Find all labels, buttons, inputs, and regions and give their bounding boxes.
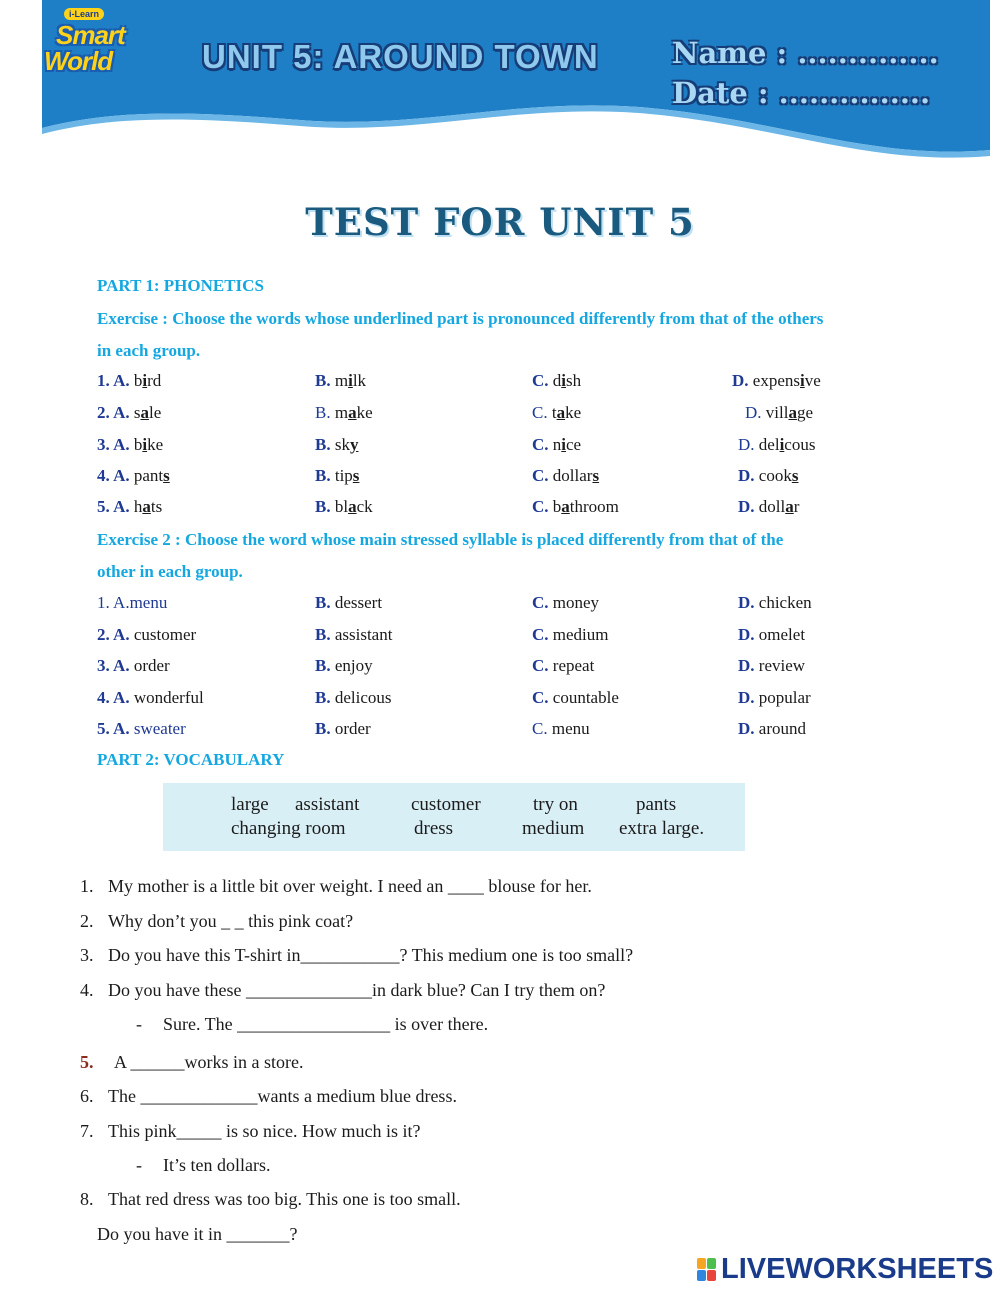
part2-heading: PART 2: VOCABULARY bbox=[97, 750, 285, 769]
exercise1-row bbox=[0, 403, 1000, 427]
exercise1-instruction-line1: Exercise : Choose the words whose underlined part is pronounced differently from that of the others bbox=[97, 309, 824, 328]
option-a[interactable]: 2. A. customer bbox=[97, 625, 197, 644]
option-b[interactable]: B. delicous bbox=[315, 688, 392, 707]
word-bank-item: changing room bbox=[231, 818, 346, 839]
option-b[interactable]: B. assistant bbox=[315, 625, 393, 644]
word-bank-item: assistant bbox=[295, 794, 360, 815]
option-c[interactable]: C. menu bbox=[532, 719, 590, 738]
option-b[interactable]: B. milk bbox=[315, 371, 367, 390]
word-bank bbox=[163, 783, 745, 851]
option-a[interactable]: 1. A.menu bbox=[97, 593, 168, 612]
exercise1-row bbox=[0, 435, 1000, 459]
question-text[interactable]: The _____________wants a medium blue dress. bbox=[108, 1086, 457, 1106]
exercise1-row bbox=[0, 371, 1000, 395]
option-b[interactable]: B. enjoy bbox=[315, 656, 373, 675]
word-bank-item: customer bbox=[411, 794, 481, 815]
question-text[interactable]: Do you have this T-shirt in___________? This medium one is too small? bbox=[108, 945, 634, 965]
option-a[interactable]: 1. A. bird bbox=[97, 371, 162, 390]
option-c[interactable]: C. dollars bbox=[532, 466, 600, 485]
logo-smart-text: Smart bbox=[56, 20, 125, 50]
page-title: TEST FOR UNIT 5 bbox=[305, 200, 695, 244]
smart-world-logo bbox=[42, 8, 142, 80]
question-text: It’s ten dollars. bbox=[163, 1155, 271, 1175]
word-bank-item: extra large. bbox=[619, 818, 705, 839]
option-c[interactable]: C. countable bbox=[532, 688, 619, 707]
option-a[interactable]: 4. A. wonderful bbox=[97, 688, 204, 707]
option-d[interactable]: D. dollar bbox=[738, 497, 800, 516]
word-bank-item: large bbox=[231, 794, 269, 815]
exercise2-row bbox=[0, 719, 1000, 743]
option-a[interactable]: 5. A. hats bbox=[97, 497, 163, 516]
question-text[interactable]: Do you have it in _______? bbox=[97, 1224, 298, 1244]
liveworksheets-icon bbox=[697, 1258, 717, 1282]
option-b[interactable]: B. make bbox=[315, 403, 373, 422]
option-d[interactable]: D. cooks bbox=[738, 466, 799, 485]
logo-ilearn-text: i-Learn bbox=[64, 8, 104, 20]
option-d[interactable]: D. around bbox=[738, 719, 806, 738]
exercise1-instruction-line2: in each group. bbox=[97, 341, 201, 360]
word-bank-item: medium bbox=[522, 818, 585, 839]
option-b[interactable]: B. sky bbox=[315, 435, 359, 454]
exercise1-row bbox=[0, 497, 1000, 521]
option-c[interactable]: C. money bbox=[532, 593, 600, 612]
unit-title: UNIT 5: AROUND TOWN bbox=[202, 38, 599, 75]
date-field[interactable]: Date : ............... bbox=[672, 76, 931, 110]
word-bank-item: pants bbox=[636, 794, 677, 815]
word-bank-item: try on bbox=[533, 794, 578, 815]
exercise2-instruction-line1: Exercise 2 : Choose the word whose main stressed syllable is placed differently from that of the bbox=[97, 530, 784, 549]
exercise2-row bbox=[0, 625, 1000, 649]
exercise2-row bbox=[0, 688, 1000, 712]
option-d[interactable]: D. chicken bbox=[738, 593, 812, 612]
option-d[interactable]: D. omelet bbox=[738, 625, 806, 644]
exercise2-instruction-line2: other in each group. bbox=[97, 562, 243, 581]
option-a[interactable]: 3. A. order bbox=[97, 656, 170, 675]
option-a[interactable]: 2. A. sale bbox=[97, 403, 162, 422]
option-d[interactable]: D. review bbox=[738, 656, 806, 675]
part1-heading: PART 1: PHONETICS bbox=[97, 276, 264, 295]
option-d[interactable]: D. delicous bbox=[738, 435, 816, 454]
word-bank-row1 bbox=[163, 794, 745, 818]
word-bank-item: dress bbox=[414, 818, 454, 839]
logo-world-text: World bbox=[44, 46, 113, 76]
option-b[interactable]: B. black bbox=[315, 497, 373, 516]
option-d[interactable]: D. expensive bbox=[732, 371, 821, 390]
option-b[interactable]: B. dessert bbox=[315, 593, 383, 612]
liveworksheets-brand: LIVEWORKSHEETS bbox=[721, 1253, 994, 1285]
option-c[interactable]: C. dish bbox=[532, 371, 582, 390]
option-b[interactable]: B. tips bbox=[315, 466, 360, 485]
option-a[interactable]: 3. A. bike bbox=[97, 435, 164, 454]
question-text[interactable]: A ______works in a store. bbox=[114, 1052, 304, 1072]
option-c[interactable]: C. bathroom bbox=[532, 497, 619, 516]
name-field[interactable]: Name : .............. bbox=[672, 36, 939, 70]
question-text: That red dress was too big. This one is too small. bbox=[108, 1189, 461, 1209]
exercise2-row bbox=[0, 593, 1000, 617]
header-banner bbox=[0, 0, 1000, 160]
question-text[interactable]: My mother is a little bit over weight. I need an ____ blouse for her. bbox=[108, 876, 592, 896]
question-text[interactable]: Sure. The _________________ is over there. bbox=[163, 1014, 489, 1034]
option-b[interactable]: B. order bbox=[315, 719, 371, 738]
option-c[interactable]: C. repeat bbox=[532, 656, 595, 675]
option-c[interactable]: C. medium bbox=[532, 625, 609, 644]
option-d[interactable]: D. popular bbox=[738, 688, 811, 707]
option-d[interactable]: D. village bbox=[745, 403, 813, 422]
option-c[interactable]: C. nice bbox=[532, 435, 582, 454]
exercise2-row bbox=[0, 656, 1000, 680]
question-text[interactable]: Do you have these ______________in dark blue? Can I try them on? bbox=[108, 980, 606, 1000]
word-bank-row2 bbox=[163, 818, 745, 842]
option-a[interactable]: 4. A. pants bbox=[97, 466, 170, 485]
question-text[interactable]: This pink_____ is so nice. How much is it? bbox=[108, 1121, 421, 1141]
exercise1-row bbox=[0, 466, 1000, 490]
option-c[interactable]: C. take bbox=[532, 403, 582, 422]
option-a[interactable]: 5. A. sweater bbox=[97, 719, 186, 738]
question-text[interactable]: Why don’t you _ _ this pink coat? bbox=[108, 911, 354, 931]
